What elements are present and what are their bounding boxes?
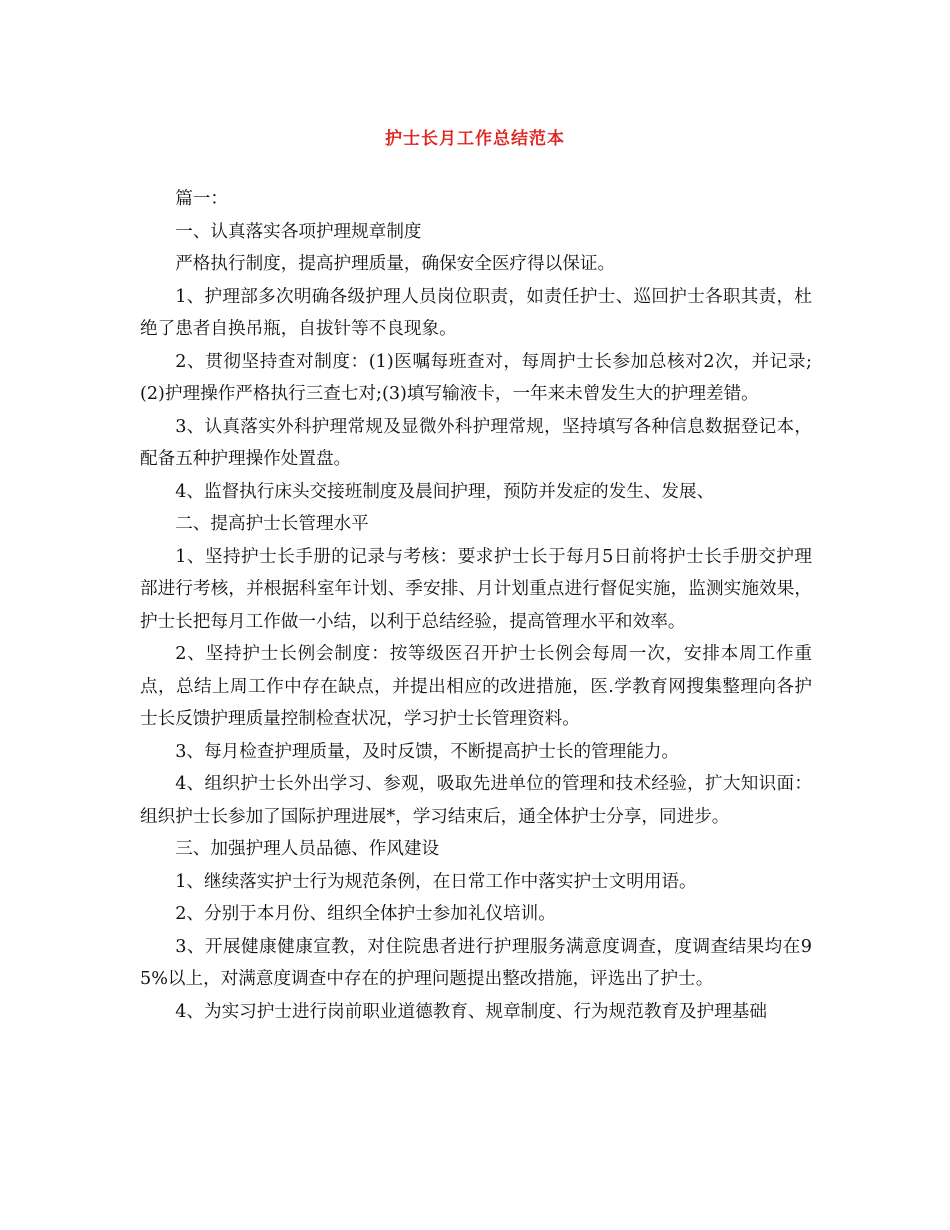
section-heading: 二、提高护士长管理水平: [175, 514, 369, 534]
paragraph: 3、每月检查护理质量，及时反馈，不断提高护士长的管理能力。: [175, 741, 680, 762]
paragraph: 4、监督执行床头交接班制度及晨间护理，预防并发症的发生、发展、: [175, 481, 715, 502]
paragraph: 1、继续落实护士行为规范条例，在日常工作中落实护士文明用语。: [175, 871, 697, 892]
paragraph: 3、开展健康健康宣教，对住院患者进行护理服务满意度调查，度调查结果均在95%以上，对满意度调查中存在的护理问题提出整改措施，评选出了护士。: [140, 936, 812, 989]
paragraph: 2、坚持护士长例会制度：按等级医召开护士长例会每周一次，安排本周工作重点，总结上周工作中存在缺点，并提出相应的改进措施，医.学教育网搜集整理向各护士长反馈护理质量控制检查状况，学习护士长管理资料。: [140, 644, 812, 729]
section-heading: 三、加强护理人员品德、作风建设: [175, 839, 440, 859]
document-body: [140, 183, 812, 1028]
paragraph: 1、坚持护士长手册的记录与考核：要求护士长于每月5日前将护士长手册交护理部进行考核，并根据科室年计划、季安排、月计划重点进行督促实施，监测实施效果，护士长把每月工作做一小结，以利于总结经验，提高管理水平和效率。: [140, 546, 812, 632]
paragraph: 严格执行制度，提高护理质量，确保安全医疗得以保证。: [175, 254, 616, 274]
paragraph: 4、组织护士长外出学习、参观，吸取先进单位的管理和技术经验，扩大知识面：组织护士长参加了国际护理进展*，学习结束后，通全体护士分享，同进步。: [140, 774, 812, 827]
paragraph: 3、认真落实外科护理常规及显微外科护理常规，坚持填写各种信息数据登记本，配备五种护理操作处置盘。: [140, 416, 812, 469]
paragraph: 4、为实习护士进行岗前职业道德教育、规章制度、行为规范教育及护理基础: [175, 1001, 767, 1022]
section-heading: 一、认真落实各项护理规章制度: [175, 221, 422, 242]
paragraph: 篇一：: [175, 189, 228, 209]
document-title: 护士长月工作总结范本: [385, 129, 565, 149]
paragraph: 2、贯彻坚持查对制度：(1)医嘱每班查对，每周护士长参加总核对2次，并记录;(2)护理操作严格执行三查七对;(3)填写输液卡，一年来未曾发生大的护理差错。: [140, 351, 812, 404]
paragraph: 2、分别于本月份、组织全体护士参加礼仪培训。: [175, 904, 556, 924]
paragraph: 1、护理部多次明确各级护理人员岗位职责，如责任护士、巡回护士各职其责，杜绝了患者自换吊瓶，自拔针等不良现象。: [140, 286, 812, 339]
